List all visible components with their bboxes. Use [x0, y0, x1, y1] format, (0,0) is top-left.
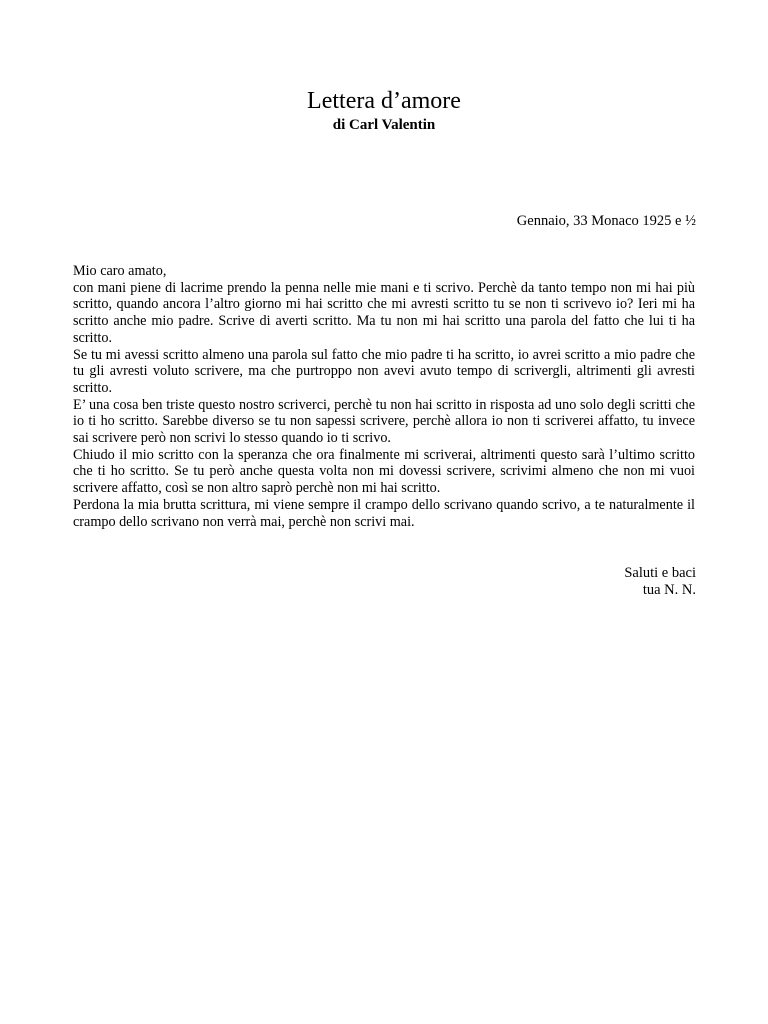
document-title: Lettera d’amore [307, 88, 461, 114]
letter-salutation: Mio caro amato, [73, 263, 167, 279]
letter-paragraph-1: con mani piene di lacrime prendo la penna nelle mie mani e ti scrivo. Perchè da tanto tempo non mi hai più scritto, quando ancora l’altro giorno mi hai scritto che mi avresti scritto tu se non ti scrivevo io? Ieri mi ha scritto anche mio padre. Scrive di averti scritto. Ma tu non mi hai scritto una parola del fatto che lui ti ha scritto. [73, 279, 695, 346]
letter-paragraph-4: Chiudo il mio scritto con la speranza che ora finalmente mi scriverai, altrimenti questo sarà l’ultimo scritto che ti ho scritto. Se tu però anche questa volta non mi dovessi scrivere, scrivimi almeno che non mi vuoi scrivere affatto, così se non altro saprò perchè non mi hai scritto. [73, 446, 695, 497]
letter-dateline: Gennaio, 33 Monaco 1925 e ½ [516, 213, 696, 229]
letter-body [73, 263, 695, 530]
letter-closing [624, 565, 696, 599]
document-author: di Carl Valentin [332, 117, 436, 133]
letter-paragraph-5: Perdona la mia brutta scrittura, mi viene sempre il crampo dello scrivano quando scrivo, a te naturalmente il crampo dello scrivano non verrà mai, perchè non scrivi mai. [73, 496, 695, 530]
letter-paragraph-3: E’ una cosa ben triste questo nostro scriverci, perchè tu non hai scritto in risposta ad uno solo degli scritti che io ti ho scritto. Sarebbe diverso se tu non sapessi scrivere, perchè allora io non ti scriverei affatto, tu invece sai scrivere però non scrivi lo stesso quando io ti scrivo. [73, 396, 695, 447]
closing-greeting: Saluti e baci [624, 565, 696, 581]
closing-signature: tua N. N. [642, 582, 696, 598]
letter-paragraph-2: Se tu mi avessi scritto almeno una parola sul fatto che mio padre ti ha scritto, io avrei scritto a mio padre che tu gli avresti voluto scrivere, ma che purtroppo non avevi avuto tempo di scrivergli, altrimenti gli avresti scritto. [73, 346, 695, 396]
